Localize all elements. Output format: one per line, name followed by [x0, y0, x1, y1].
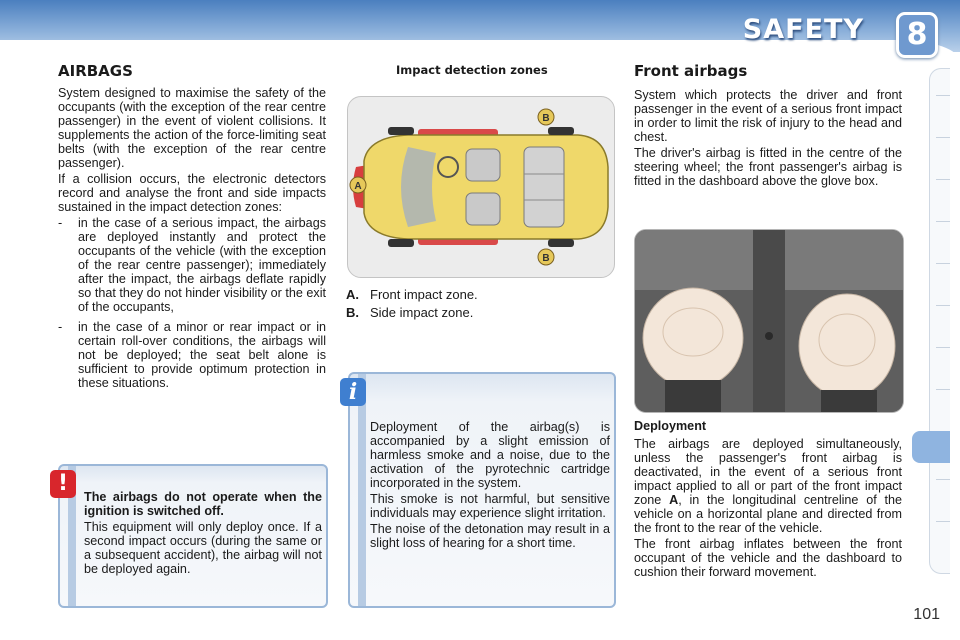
- airbag-photo-svg: [635, 230, 903, 412]
- info-paragraph: The noise of the detonation may result in a slight loss of hearing for a short time.: [370, 522, 610, 550]
- airbags-body: [58, 86, 326, 396]
- legend-key: B.: [346, 305, 359, 320]
- deployment-p2: The front airbag inflates between the front occupant of the vehicle and the dashboard to cushion their forward movement.: [634, 537, 902, 579]
- diagram-legend: [346, 286, 478, 322]
- bullet-text: in the case of a minor or rear impact or in certain roll-over conditions, the airbags will not be deployed; the seat belt alone is sufficient to provide optimum protection in these situations.: [78, 320, 326, 390]
- info-box: [348, 372, 616, 608]
- warning-box: [58, 464, 328, 608]
- bullet-dash: -: [58, 216, 63, 230]
- legend-text: Front impact zone.: [370, 287, 478, 302]
- deployment-p1: [634, 437, 902, 535]
- zone-label-a: A: [354, 181, 362, 192]
- windscreen-shape: [401, 147, 436, 227]
- legend-row: [346, 286, 478, 304]
- driver-airbag-shape: [643, 288, 743, 388]
- front-seat-left: [466, 149, 500, 181]
- tab-divider: [936, 95, 950, 96]
- airbags-intro: System designed to maximise the safety of the occupants (with the exception of the rear centre passenger) in the event of violent collisions. It supplements the action of the force-limiting seat belts (with the exception of the rear centre passenger).: [58, 86, 326, 170]
- page-header: [0, 0, 960, 52]
- zone-label-b-bottom: B: [542, 253, 550, 264]
- console-knob: [765, 332, 773, 340]
- driver-seat-shape: [665, 380, 721, 412]
- info-content: [370, 420, 610, 552]
- rear-bench: [524, 147, 564, 227]
- info-paragraph: Deployment of the airbag(s) is accompanied by a slight emission of harmless smoke and a noise, due to the activation of the pyrotechnic cartridge incorporated in the system.: [370, 420, 610, 490]
- tab-divider: [936, 263, 950, 264]
- legend-key: A.: [346, 287, 359, 302]
- warning-text: This equipment will only deploy once. If a second impact occurs (during the same or a subsequent accident), the airbag will not be deployed again.: [84, 520, 322, 576]
- airbags-heading: AIRBAGS: [58, 62, 133, 80]
- warning-title: The airbags do not operate when the ignition is switched off.: [84, 490, 322, 518]
- info-paragraph: This smoke is not harmful, but sensitive individuals may experience slight irritation.: [370, 492, 610, 520]
- car-top-view-svg: [348, 97, 614, 277]
- legend-row: [346, 304, 478, 322]
- deployment-section: [634, 419, 902, 581]
- tab-divider: [936, 389, 950, 390]
- deployment-p1-start: The airbags are deployed simultaneously, unless the passenger's front airbag is deactivated, in the event of a serious front impact applied to all or part of the front impact zone: [634, 437, 902, 507]
- legend-text: Side impact zone.: [370, 305, 474, 320]
- bullet-item: [58, 216, 326, 314]
- front-airbags-body: [634, 88, 902, 190]
- wheel-shape: [548, 239, 574, 247]
- bullet-text: in the case of a serious impact, the airbags are deployed instantly and protect the occupants of the vehicle (with the exception of the rear centre passenger); immediately after the impact, the airbags deflate rapidly so that they do not hinder visibility or the exit of the occupants,: [78, 216, 326, 314]
- wheel-shape: [388, 127, 414, 135]
- active-chapter-tab[interactable]: [912, 431, 950, 463]
- diagram-caption: Impact detection zones: [396, 63, 548, 77]
- chapter-number-badge: 8: [896, 12, 938, 58]
- tab-divider: [936, 347, 950, 348]
- warning-icon: !: [50, 470, 76, 498]
- tab-divider: [936, 521, 950, 522]
- bullet-item: [58, 320, 326, 390]
- front-airbags-heading: Front airbags: [634, 62, 748, 80]
- front-airbags-p2: The driver's airbag is fitted in the centre of the steering wheel; the front passenger's airbag is fitted in the dashboard above the glove box.: [634, 146, 902, 188]
- info-icon: i: [340, 378, 366, 406]
- center-console-shape: [753, 230, 785, 412]
- zone-label-b-top: B: [542, 113, 550, 124]
- deployment-p1-end: , in the longitudinal centreline of the vehicle on a horizontal plane and directed from the front to the rear of the vehicle.: [634, 493, 903, 535]
- tab-divider: [936, 137, 950, 138]
- passenger-seat-shape: [821, 390, 877, 412]
- tab-divider: [936, 305, 950, 306]
- deployment-heading: Deployment: [634, 419, 707, 433]
- page-number: 101: [913, 606, 940, 623]
- page-title: SAFETY: [742, 14, 864, 45]
- impact-zones-diagram: [347, 96, 615, 278]
- wheel-shape: [548, 127, 574, 135]
- bullet-dash: -: [58, 320, 63, 334]
- info-box-bar: [358, 374, 366, 606]
- tab-divider: [936, 221, 950, 222]
- deployment-zone-key: A: [669, 493, 679, 507]
- airbag-deployment-photo: [634, 229, 904, 413]
- front-seat-right: [466, 193, 500, 225]
- warning-content: [84, 490, 322, 578]
- chapter-tab-strip: [929, 68, 950, 574]
- passenger-airbag-shape: [799, 294, 895, 398]
- tab-divider: [936, 179, 950, 180]
- airbags-detect: If a collision occurs, the electronic detectors record and analyse the front and side impacts sustained in the impact detection zones:: [58, 172, 326, 214]
- tab-divider: [936, 479, 950, 480]
- front-airbags-p1: System which protects the driver and front passenger in the event of a serious front impact in order to limit the risk of injury to the head and chest.: [634, 88, 902, 144]
- wheel-shape: [388, 239, 414, 247]
